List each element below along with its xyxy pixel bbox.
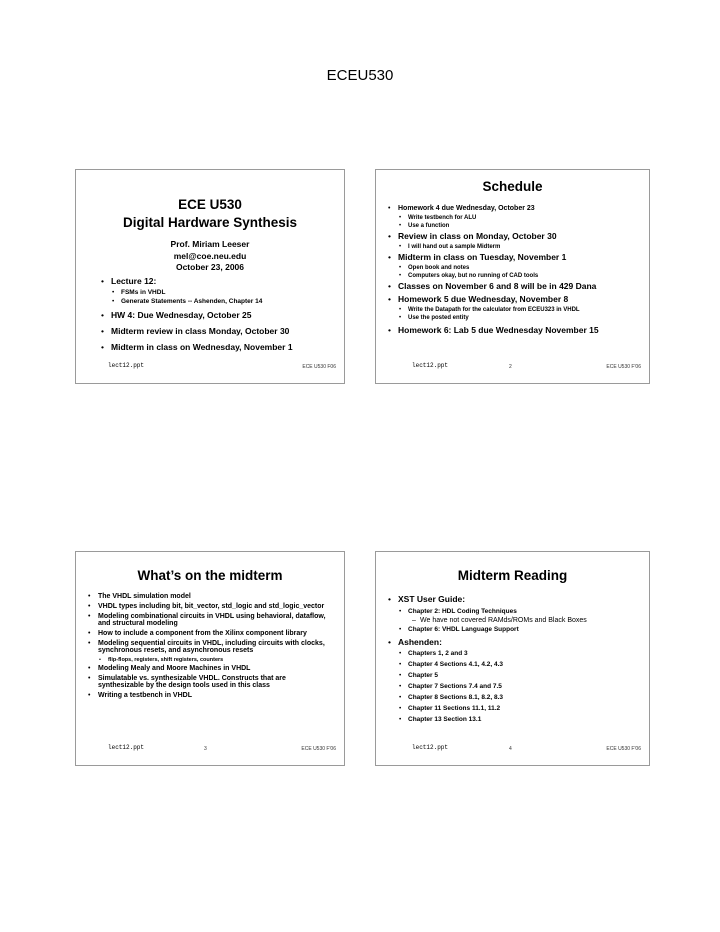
slide-2 — [375, 169, 650, 384]
slide-title: Midterm Reading — [457, 568, 568, 583]
list-item: • Homework 5 due Wednesday, November 8 — [388, 294, 646, 304]
footer-course: ECE U530 F'06 — [606, 364, 641, 370]
list-item: • flip-flops, registers, shift registers, counters — [88, 657, 333, 663]
slide-1 — [75, 169, 345, 384]
footer-filename: lect12.ppt — [108, 744, 145, 751]
list-item: • Homework 4 due Wednesday, October 23 — [388, 205, 646, 212]
list-item: • Chapter 7 Sections 7.4 and 7.5 — [388, 683, 646, 690]
author-name: Prof. Miriam Leeser — [170, 239, 250, 249]
slide-title: What’s on the midterm — [137, 568, 283, 583]
list-item: • Classes on November 6 and 8 will be in 429 Dana — [388, 281, 646, 291]
list-item: • VHDL types including bit, bit_vector, std_logic and std_logic_vector — [88, 603, 333, 610]
list-item: • Chapter 8 Sections 8.1, 8.2, 8.3 — [388, 694, 646, 701]
footer-slide-number: 2 — [509, 364, 512, 370]
list-item: • HW 4: Due Wednesday, October 25 — [101, 310, 341, 320]
list-item: • Write testbench for ALU — [388, 215, 646, 221]
bullet-list — [388, 205, 646, 338]
bullet-list — [101, 276, 341, 355]
list-item: • Review in class on Monday, October 30 — [388, 231, 646, 241]
list-item: • Use the posted entity — [388, 315, 646, 321]
list-item: • Open book and notes — [388, 265, 646, 271]
list-item: • XST User Guide: — [388, 594, 646, 604]
list-item: • Chapter 4 Sections 4.1, 4.2, 4.3 — [388, 661, 646, 668]
list-item: • Chapter 11 Sections 11.1, 11.2 — [388, 705, 646, 712]
footer-course: ECE U530 F06 — [302, 364, 336, 370]
list-item: • Ashenden: — [388, 637, 646, 647]
list-item: • Chapter 2: HDL Coding Techniques — [388, 608, 646, 615]
footer-filename: lect12.ppt — [412, 744, 449, 751]
list-item: • Generate Statements -- Ashenden, Chapter 14 — [101, 298, 341, 305]
course-code: ECE U530 — [178, 197, 242, 212]
list-item: • Use a function — [388, 223, 646, 229]
list-item: • Modeling combinational circuits in VHDL using behavioral, dataflow, and structural modeling — [88, 613, 333, 627]
lecture-date: October 23, 2006 — [175, 262, 245, 272]
list-item: – We have not covered RAMds/ROMs and Black Boxes — [388, 617, 646, 624]
course-name: Digital Hardware Synthesis — [122, 215, 298, 230]
list-item: • How to include a component from the Xilinx component library — [88, 630, 333, 637]
list-item: • Computers okay, but no running of CAD tools — [388, 273, 646, 279]
author-email: mel@coe.neu.edu — [173, 250, 247, 261]
footer-slide-number: 3 — [204, 746, 207, 752]
list-item: • Write the Datapath for the calculator from ECEU323 in VHDL — [388, 307, 646, 313]
list-item: • Writing a testbench in VHDL — [88, 692, 333, 699]
slide-title — [76, 196, 344, 232]
list-item: • Chapter 13 Section 13.1 — [388, 716, 646, 723]
list-item: • Chapter 5 — [388, 672, 646, 679]
list-item: • Lecture 12: — [101, 276, 341, 286]
slide-4 — [375, 551, 650, 766]
list-item: • FSMs in VHDL — [101, 289, 341, 296]
list-item: • Modeling Mealy and Moore Machines in VHDL — [88, 665, 333, 672]
list-item: • Chapter 6: VHDL Language Support — [388, 626, 646, 633]
author-block — [76, 239, 344, 274]
footer-filename: lect12.ppt — [412, 362, 449, 369]
list-item: • Midterm review in class Monday, October 30 — [101, 326, 341, 336]
slide-title: Schedule — [482, 179, 543, 194]
list-item: • I will hand out a sample Midterm — [388, 244, 646, 250]
footer-course: ECE U530 F'06 — [301, 746, 336, 752]
list-item: • Simulatable vs. synthesizable VHDL. Constructs that are synthesizable by the design tools used in this class — [88, 675, 333, 689]
list-item: • The VHDL simulation model — [88, 593, 333, 600]
list-item: • Modeling sequential circuits in VHDL, including circuits with clocks, synchronous resets, and asynchronous resets — [88, 640, 333, 654]
footer-slide-number: 4 — [509, 746, 512, 752]
page-header: ECEU530 — [326, 67, 394, 84]
footer-filename: lect12.ppt — [108, 362, 145, 369]
list-item: • Midterm in class on Wednesday, November 1 — [101, 342, 341, 352]
list-item: • Midterm in class on Tuesday, November 1 — [388, 252, 646, 262]
list-item: • Homework 6: Lab 5 due Wednesday November 15 — [388, 325, 646, 335]
footer-course: ECE U530 F'06 — [606, 746, 641, 752]
list-item: • Chapters 1, 2 and 3 — [388, 650, 646, 657]
bullet-list — [88, 593, 333, 702]
bullet-list — [388, 594, 646, 725]
slide-3 — [75, 551, 345, 766]
